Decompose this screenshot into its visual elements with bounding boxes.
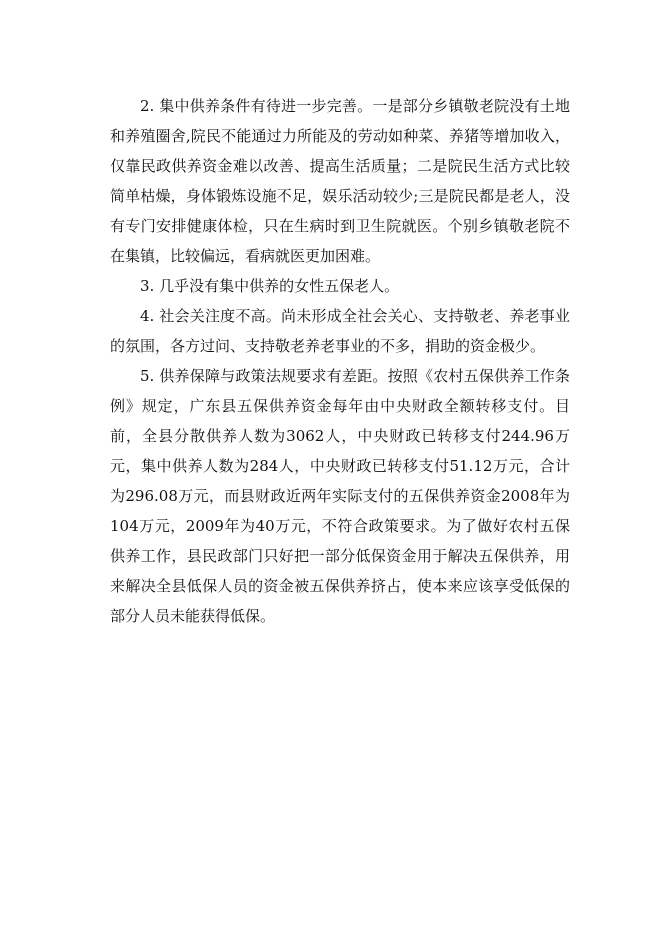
paragraph-3-female-elders: 3. 几乎没有集中供养的女性五保老人。 xyxy=(140,277,400,295)
paragraph-5-funding-gap: 5. 供养保障与政策法规要求有差距。按照《农村五保供养工作条例》规定，广东县五保供养资金每年由中央财政全额转移支付。目前，全县分散供养人数为3062人，中央财政已转移支付244.96万元，集中供养人数为284人，中央财政已转移支付51.12万元，合计为296.08万元，而县财政近两年实际支付的五保供养资金2008年为104万元，2009年为40万元，不符合政策要求。为了做好农村五保供养工作，县民政部门只好把一部分低保资金用于解决五保供养，用来解决全县低保人员的资金被五保供养挤占，使本来应该享受低保的部分人员未能获得低保。 xyxy=(110,367,570,625)
paragraph-4-social-attention: 4. 社会关注度不高。尚未形成全社会关心、支持敬老、养老事业的氛围，各方过问、支持敬老养老事业的不多，捐助的资金极少。 xyxy=(110,307,570,355)
paragraph-2-concentrated-support: 2. 集中供养条件有待进一步完善。一是部分乡镇敬老院没有土地和养殖圈舍,院民不能通过力所能及的劳动如种菜、养猪等增加收入，仅靠民政供养资金难以改善、提高生活质量；二是院民生活方式比较简单枯燥，身体锻炼设施不足，娱乐活动较少;三是院民都是老人，没有专门安排健康体检，只在生病时到卫生院就医。个别乡镇敬老院不在集镇，比较偏远，看病就医更加困难。 xyxy=(110,97,570,265)
body-text xyxy=(110,91,570,631)
